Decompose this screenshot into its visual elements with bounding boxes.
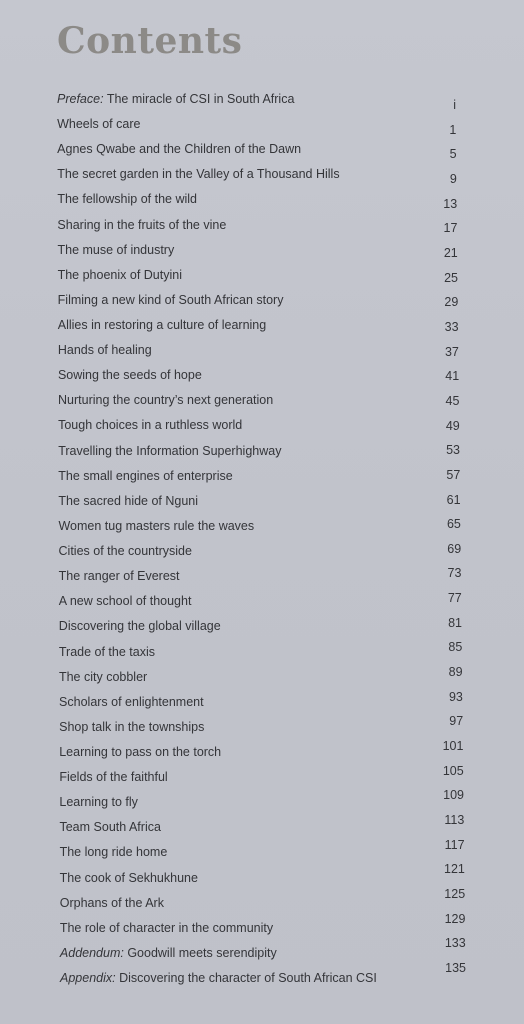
toc-entry-page-number: 105 xyxy=(442,763,464,778)
toc-entry-page-number: 101 xyxy=(442,739,464,754)
toc-entry-title xyxy=(58,417,242,433)
toc-entry-label: Discovering the character of South African CSI xyxy=(119,971,377,985)
toc-entry-label: Nurturing the country’s next generation xyxy=(58,393,274,408)
toc-entry-title xyxy=(60,920,273,936)
toc-entry-prefix: Appendix: xyxy=(60,971,116,985)
toc-entry xyxy=(59,794,470,814)
toc-entry-page-number: 41 xyxy=(445,369,460,384)
toc-entry-title xyxy=(57,91,294,107)
toc-entry-page-number: 113 xyxy=(444,813,465,828)
toc-entry xyxy=(59,719,470,739)
toc-entry xyxy=(57,141,470,161)
toc-entry-page-number: 125 xyxy=(444,887,466,902)
toc-entry-title xyxy=(59,794,138,810)
toc-entry-title xyxy=(59,719,204,735)
toc-entry-title xyxy=(58,242,175,258)
toc-entry xyxy=(57,191,470,211)
toc-entry-label: Goodwill meets serendipity xyxy=(127,945,277,960)
toc-entry-label: Learning to pass on the torch xyxy=(59,744,222,759)
toc-entry-title xyxy=(59,669,147,685)
toc-entry-title xyxy=(58,342,152,358)
toc-entry-title xyxy=(60,895,164,911)
toc-entry-label: Cities of the countryside xyxy=(58,544,192,559)
toc-entry-title xyxy=(57,166,339,182)
toc-entry-title xyxy=(59,744,221,760)
toc-entry-title xyxy=(58,292,284,308)
toc-entry-title xyxy=(59,769,167,785)
toc-entry-prefix: Addendum: xyxy=(59,945,124,960)
toc-entry-page-number: 97 xyxy=(449,714,464,729)
toc-entry-title xyxy=(59,543,192,559)
toc-entry xyxy=(58,493,470,513)
toc-entry-title xyxy=(57,141,301,157)
toc-entry xyxy=(57,91,470,111)
toc-entry xyxy=(59,819,470,839)
toc-entry-page-number: 1 xyxy=(449,122,457,137)
toc-entry-label: Allies in restoring a culture of learning xyxy=(57,318,267,333)
toc-entry-label: Sharing in the fruits of the vine xyxy=(57,217,227,232)
toc-entry-label: Sowing the seeds of hope xyxy=(57,368,202,383)
toc-entry-label: The secret garden in the Valley of a Thousand Hills xyxy=(57,167,340,182)
toc-entry-label: Fields of the faithful xyxy=(59,770,168,785)
toc-entry-title xyxy=(58,468,232,484)
toc-entry-page-number: 85 xyxy=(448,640,463,655)
toc-entry xyxy=(60,844,470,864)
toc-entry-title xyxy=(59,694,204,710)
toc-entry-title xyxy=(60,870,198,886)
toc-entry xyxy=(60,920,470,940)
toc-entry xyxy=(60,870,470,890)
toc-entry-page-number: 13 xyxy=(443,196,458,211)
toc-entry xyxy=(58,392,470,412)
toc-entry-page-number: 57 xyxy=(446,467,461,482)
toc-entry-page-number: 37 xyxy=(444,344,459,359)
toc-entry xyxy=(58,292,470,312)
toc-entry-title xyxy=(58,392,273,408)
toc-entry xyxy=(60,945,470,965)
toc-entry-label: Trade of the taxis xyxy=(58,644,155,659)
contents-heading: Contents xyxy=(57,20,243,62)
toc-entry-page-number: 69 xyxy=(447,541,462,556)
toc-entry-title xyxy=(59,644,155,660)
toc-entry-page-number: 121 xyxy=(444,862,465,877)
toc-entry-label: Discovering the global village xyxy=(58,619,221,634)
toc-entry-title xyxy=(58,367,202,383)
toc-entry xyxy=(58,518,470,538)
toc-entry-label: Shop talk in the townships xyxy=(59,719,205,734)
toc-entry xyxy=(59,543,470,563)
toc-entry-label: The cook of Sekhukhune xyxy=(59,870,198,885)
toc-entry-label: The fellowship of the wild xyxy=(57,192,197,207)
toc-entry xyxy=(58,242,470,262)
toc-entry-title xyxy=(57,191,197,207)
toc-entry xyxy=(57,166,470,186)
toc-entry-page-number: 5 xyxy=(449,147,457,162)
toc-entry-page-number: 25 xyxy=(444,270,458,285)
toc-entry-title xyxy=(58,518,254,534)
toc-entry-label: Wheels of care xyxy=(57,117,141,132)
toc-entry-page-number: 77 xyxy=(447,591,462,606)
toc-entry-label: The long ride home xyxy=(59,845,168,860)
toc-entry-page-number: 65 xyxy=(446,517,461,532)
toc-entry-page-number: 9 xyxy=(449,171,457,186)
toc-entry-label: Scholars of enlightenment xyxy=(59,694,204,709)
toc-entry-label: Filming a new kind of South African story xyxy=(57,292,284,307)
toc-entry-label: Agnes Qwabe and the Children of the Dawn xyxy=(57,142,302,157)
toc-entry-title xyxy=(57,217,226,233)
toc-entry xyxy=(59,618,470,638)
toc-entry-page-number: 93 xyxy=(448,689,463,704)
toc-entry xyxy=(59,593,470,613)
toc-entry xyxy=(59,568,470,588)
toc-entry-label: The sacred hide of Nguni xyxy=(58,493,199,508)
toc-entry-page-number: 33 xyxy=(444,319,459,334)
toc-entry-title xyxy=(58,267,182,283)
toc-entry-label: The small engines of enterprise xyxy=(58,468,233,483)
toc-entry xyxy=(59,694,470,714)
toc-entry xyxy=(58,417,470,437)
toc-entry-title xyxy=(57,116,140,132)
toc-entry-label: Learning to fly xyxy=(59,795,138,810)
toc-entry-page-number: 135 xyxy=(445,961,466,975)
toc-entry xyxy=(58,267,470,287)
toc-entry-page-number: 61 xyxy=(446,492,461,507)
toc-entry-page-number: 17 xyxy=(443,221,458,236)
toc-entry-label: Women tug masters rule the waves xyxy=(58,518,255,533)
toc-entry-page-number: 81 xyxy=(448,615,462,630)
toc-entry-page-number: 21 xyxy=(443,245,458,260)
toc-entry-title xyxy=(59,568,180,584)
toc-entry xyxy=(60,895,470,915)
toc-entry-page-number: 109 xyxy=(443,788,464,803)
toc-entry-label: Team South Africa xyxy=(59,820,161,835)
toc-entry-label: The miracle of CSI in South Africa xyxy=(106,92,295,106)
toc-entry xyxy=(58,367,470,387)
toc-entry-page-number: 53 xyxy=(446,443,460,458)
toc-entry xyxy=(57,217,470,237)
toc-entry-title xyxy=(58,443,281,459)
toc-entry xyxy=(59,769,470,789)
toc-entry-title xyxy=(58,493,198,509)
toc-entry-title xyxy=(60,945,277,961)
toc-entry-label: Orphans of the Ark xyxy=(59,895,164,910)
toc-entry-page-number: 45 xyxy=(445,393,460,408)
toc-entry xyxy=(59,644,470,664)
toc-entry-label: The role of character in the community xyxy=(59,920,274,935)
toc-entry-title xyxy=(58,317,266,333)
toc-entry-page-number: 73 xyxy=(447,566,462,581)
toc-entry-label: The ranger of Everest xyxy=(58,569,180,584)
toc-entry-page-number: 133 xyxy=(444,936,466,951)
toc-entry xyxy=(58,342,470,362)
toc-entry-title xyxy=(59,593,192,609)
toc-entry xyxy=(58,468,470,488)
toc-entry xyxy=(58,443,470,463)
toc-entry-page-number: i xyxy=(453,98,456,112)
toc-entry xyxy=(59,744,470,764)
toc-entry-page-number: 129 xyxy=(444,911,466,926)
toc-entry xyxy=(58,317,470,337)
toc-entry-prefix: Preface: xyxy=(57,92,104,106)
toc-entry-title xyxy=(59,618,221,634)
toc-entry-page-number: 89 xyxy=(448,665,463,680)
toc-entry-label: The muse of industry xyxy=(57,242,175,257)
toc-entry-page-number: 49 xyxy=(445,418,460,433)
toc-entry xyxy=(59,669,470,689)
toc-entry-label: The city cobbler xyxy=(58,669,148,684)
toc-entry-label: Hands of healing xyxy=(57,343,152,358)
toc-entry-title xyxy=(59,819,160,835)
toc-entry-label: Travelling the Information Superhighway xyxy=(58,443,282,458)
toc-entry-page-number: 29 xyxy=(444,295,459,310)
toc-entry-page-number: 117 xyxy=(444,837,465,852)
toc-entry-label: The phoenix of Dutyini xyxy=(57,267,182,282)
toc-entry-label: Tough choices in a ruthless world xyxy=(58,418,243,433)
toc-entry-title xyxy=(60,844,168,860)
toc-entry xyxy=(57,116,470,136)
toc-entry xyxy=(60,970,470,990)
toc-entry-title xyxy=(60,970,377,986)
toc-entry-label: A new school of thought xyxy=(58,594,192,609)
